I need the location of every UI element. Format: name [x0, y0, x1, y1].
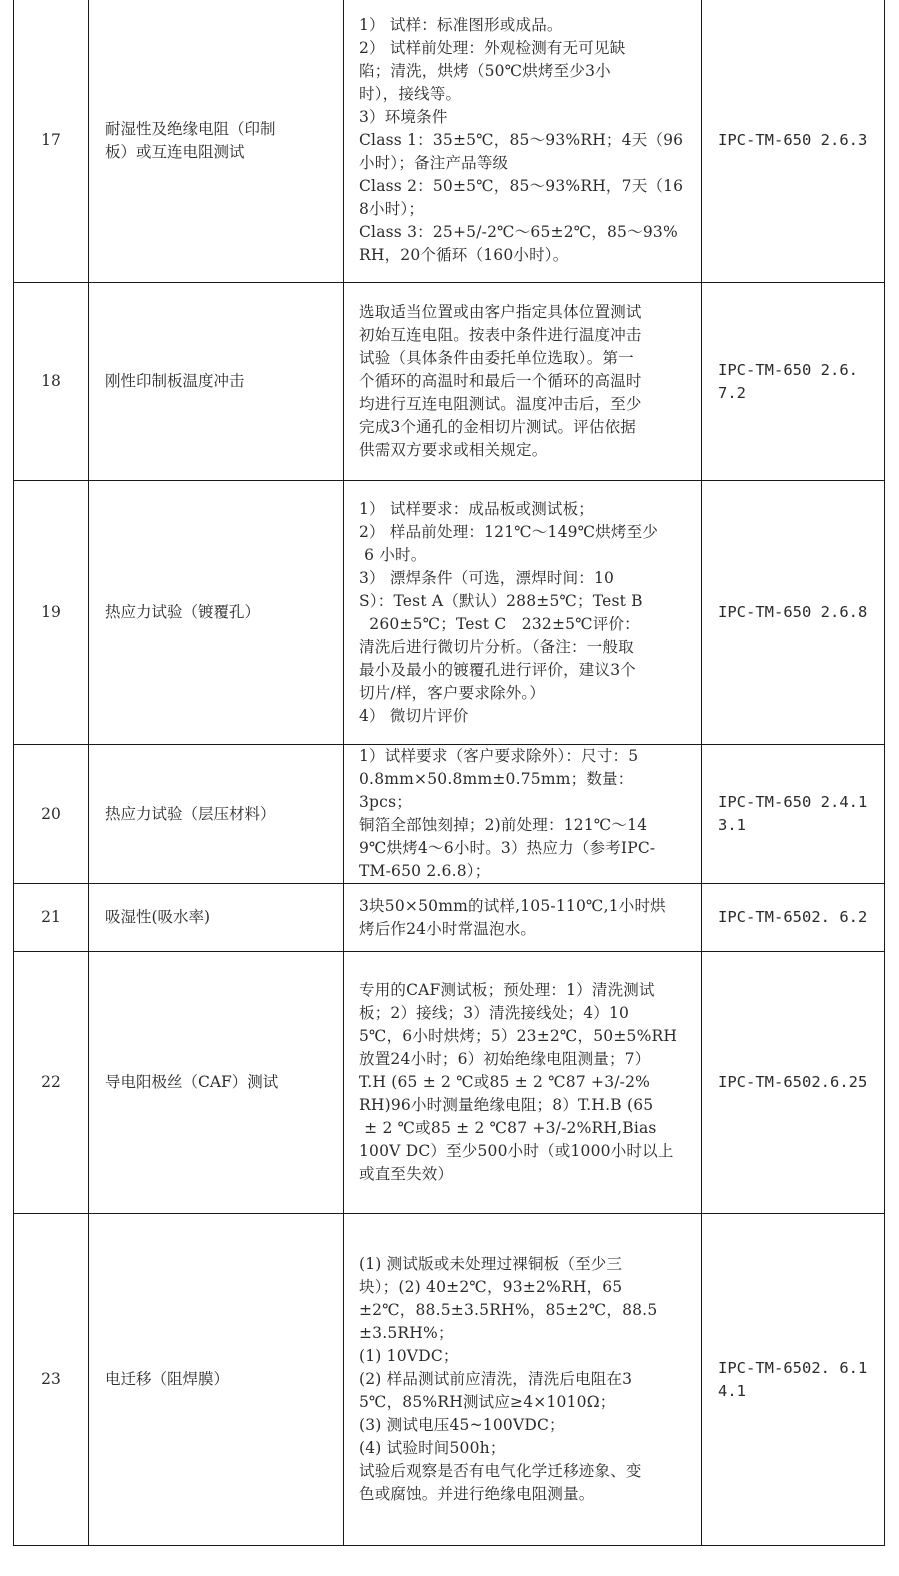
standard-line: 7.2	[718, 383, 746, 402]
test-method-line: 小时）；备注产品等级	[359, 154, 509, 172]
test-method-line: 5℃，6小时烘烤；5）23±2℃，50±5%RH	[359, 1027, 678, 1045]
test-item-cell	[89, 1214, 344, 1546]
test-method-line: 0.8mm×50.8mm±0.75mm；数量：3pcs；	[359, 770, 634, 811]
test-method-line: 均进行互连电阻测试。温度冲击后，至少	[359, 395, 642, 413]
test-method-line: 陷；清洗，烘烤（50℃烘烤至少3小	[359, 62, 611, 80]
test-method-line: 3）环境条件	[359, 108, 448, 126]
row-number-cell: 17	[14, 0, 89, 283]
test-method-line: 100V DC）至少500小时（或1000小时以上	[359, 1142, 674, 1160]
test-method-line: 切片/样，客户要求除外。）	[359, 683, 546, 702]
test-method-line: Class 2：50±5℃，85～93%RH，7天（16	[359, 177, 684, 195]
test-item-cell	[89, 884, 344, 952]
test-method-line: Class 1：35±5℃，85～93%RH；4天（96	[359, 131, 684, 149]
test-method-line: TM-650 2.6.8）；	[359, 862, 491, 880]
table-row	[14, 952, 885, 1214]
test-method-line: 1） 试样要求：成品板或测试板；	[359, 499, 594, 518]
test-spec-table	[13, 0, 885, 1546]
standard-line: IPC-TM-650 2.6.	[718, 360, 858, 379]
test-method-line: T.H (65 ± 2 ℃或85 ± 2 ℃87 +3/-2%	[359, 1073, 651, 1091]
test-method-line: 个循环的高温时和最后一个循环的高温时	[359, 372, 642, 390]
test-method-line: 试验（具体条件由委托单位选取）。第一	[359, 349, 634, 367]
standard-cell	[702, 884, 885, 952]
test-method-line: 块）；(2) 40±2℃，93±2%RH，65	[359, 1278, 623, 1296]
test-method-line: (4) 试验时间500h；	[359, 1439, 506, 1457]
test-method-line: 5℃，85%RH测试应≥4×1010Ω；	[359, 1393, 616, 1411]
table-row	[14, 884, 885, 952]
test-method-line: 1） 试样：标准图形或成品。	[359, 16, 563, 34]
test-item-cell	[89, 0, 344, 283]
table-row	[14, 0, 885, 283]
test-item-line: 热应力试验（层压材料）	[105, 804, 276, 823]
row-number-cell: 20	[14, 745, 89, 884]
test-method-line: 3块50×50mm的试样,105-110℃,1小时烘	[359, 896, 666, 915]
test-method-line: 供需双方要求或相关规定。	[359, 441, 548, 459]
test-method-line: (1) 10VDC；	[359, 1347, 459, 1365]
test-method-cell	[344, 1214, 702, 1546]
standard-cell	[702, 481, 885, 745]
test-method-line: 1）试样要求（客户要求除外）：尺寸：5	[359, 747, 639, 765]
test-method-line: RH)96小时测量绝缘电阻；8）T.H.B (65	[359, 1096, 654, 1114]
test-item-line: 导电阳极丝（CAF）测试	[105, 1073, 279, 1091]
row-number-cell: 22	[14, 952, 89, 1214]
test-method-line: 色或腐蚀。并进行绝缘电阻测量。	[359, 1485, 595, 1503]
standard-cell	[702, 1214, 885, 1546]
standard-line: IPC-TM-650 2.6.3	[718, 131, 868, 149]
table-row	[14, 745, 885, 884]
test-method-line: 铜箔全部蚀刻掉；2)前处理：121℃～14	[359, 816, 648, 834]
test-method-cell	[344, 884, 702, 952]
row-number-cell: 21	[14, 884, 89, 952]
test-method-cell	[344, 745, 702, 884]
standard-line: IPC-TM-6502.6.25	[718, 1073, 868, 1091]
standard-line: IPC-TM-650 2.4.1	[718, 793, 868, 811]
test-method-line: 6 小时。	[359, 545, 427, 564]
table-row	[14, 283, 885, 481]
test-item-line: 板）或互连电阻测试	[105, 142, 245, 161]
table-row	[14, 1214, 885, 1546]
test-method-line: 完成3个通孔的金相切片测试。评估依据	[359, 418, 636, 436]
test-item-cell	[89, 745, 344, 884]
test-item-cell	[89, 952, 344, 1214]
test-method-line: 3） 漂焊条件（可选，漂焊时间：10	[359, 568, 615, 587]
test-method-line: (2) 样品测试前应清洗，清洗后电阻在3	[359, 1370, 633, 1388]
test-method-line: 烤后作24小时常温泡水。	[359, 919, 537, 938]
test-item-cell	[89, 481, 344, 745]
test-item-line: 热应力试验（镀覆孔）	[105, 603, 261, 621]
test-method-line: 或直至失效）	[359, 1165, 454, 1183]
test-method-line: (3) 测试电压45~100VDC；	[359, 1416, 565, 1434]
standard-line: 3.1	[718, 816, 746, 834]
standard-line: 4.1	[718, 1381, 746, 1400]
test-method-line: 2） 试样前处理：外观检测有无可见缺	[359, 39, 626, 57]
row-number-cell: 18	[14, 283, 89, 481]
test-method-line: (1) 测试版或未处理过裸铜板（至少三	[359, 1255, 623, 1273]
test-item-line: 吸湿性(吸水率)	[105, 908, 211, 926]
test-method-line: ± 2 ℃或85 ± 2 ℃87 +3/-2%RH,Bias	[359, 1119, 657, 1137]
test-item-cell	[89, 283, 344, 481]
row-number-cell: 23	[14, 1214, 89, 1546]
test-item-line: 耐湿性及绝缘电阻（印制	[105, 119, 276, 138]
standard-cell	[702, 745, 885, 884]
test-method-line: 9℃烘烤4～6小时。3）热应力（参考IPC-	[359, 839, 656, 857]
test-method-line: ±2℃，88.5±3.5RH%，85±2℃，88.5	[359, 1301, 658, 1319]
test-method-line: 清洗后进行微切片分析。（备注：一般取	[359, 637, 634, 656]
row-number-cell: 19	[14, 481, 89, 745]
test-method-line: RH，20个循环（160小时）。	[359, 246, 569, 264]
test-method-line: 板；2）接线；3）清洗接线处；4）10	[359, 1004, 630, 1022]
test-method-cell	[344, 952, 702, 1214]
test-method-line: 260±5℃；Test C 232±5℃评价：	[359, 614, 640, 633]
test-method-line: 时），接线等。	[359, 85, 462, 103]
test-method-cell	[344, 0, 702, 283]
standard-cell	[702, 0, 885, 283]
test-method-cell	[344, 283, 702, 481]
standard-line: IPC-TM-6502. 6.1	[718, 1358, 868, 1377]
test-method-line: 8小时）；	[359, 200, 425, 218]
test-method-cell	[344, 481, 702, 745]
test-item-line: 电迁移（阻焊膜）	[105, 1370, 230, 1388]
test-method-line: 试验后观察是否有电气化学迁移迹象、变	[359, 1462, 642, 1480]
test-method-line: 最小及最小的镀覆孔进行评价，建议3个	[359, 660, 636, 679]
test-method-line: ±3.5RH%；	[359, 1324, 454, 1342]
test-item-line: 刚性印制板温度冲击	[105, 372, 245, 390]
test-method-line: 初始互连电阻。按表中条件进行温度冲击	[359, 326, 642, 344]
test-method-line: Class 3：25+5/-2℃～65±2℃，85～93%	[359, 223, 678, 241]
test-method-line: 4） 微切片评价	[359, 706, 469, 725]
test-method-line: 选取适当位置或由客户指定具体位置测试	[359, 303, 642, 321]
table-row	[14, 481, 885, 745]
standard-cell	[702, 952, 885, 1214]
test-method-line: 2） 样品前处理：121℃～149℃烘烤至少	[359, 522, 659, 541]
test-method-line: 放置24小时；6）初始绝缘电阻测量；7）	[359, 1050, 651, 1068]
standard-line: IPC-TM-6502. 6.2	[718, 908, 868, 926]
test-method-line: S）：Test A（默认）288±5℃；Test B	[359, 591, 643, 610]
standard-line: IPC-TM-650 2.6.8	[718, 603, 868, 621]
test-method-line: 专用的CAF测试板；预处理：1）清洗测试	[359, 981, 655, 999]
standard-cell	[702, 283, 885, 481]
table-body	[14, 0, 885, 1546]
